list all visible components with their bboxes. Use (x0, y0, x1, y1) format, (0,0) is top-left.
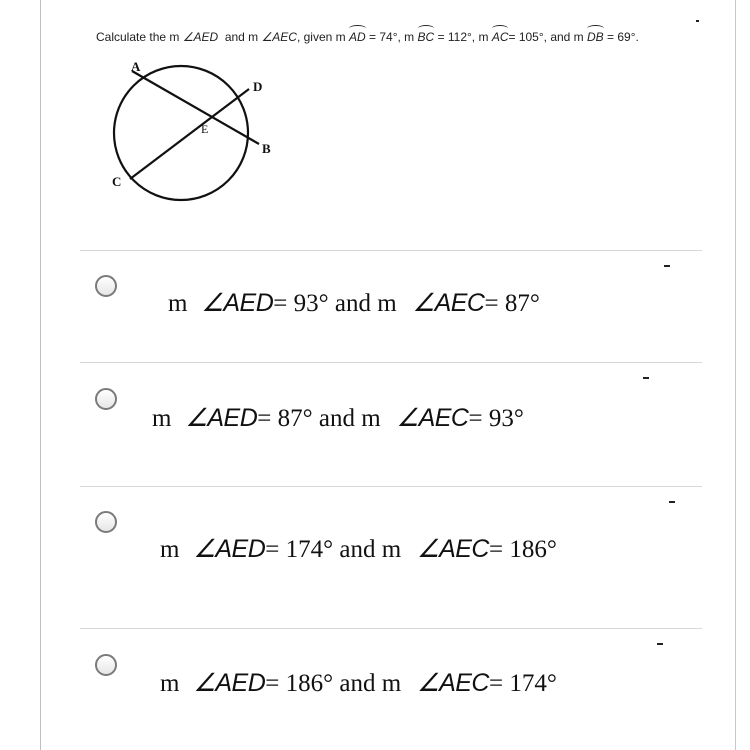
option-2-text[interactable] (152, 403, 524, 433)
option-1-text[interactable] (168, 288, 540, 318)
left-border (40, 0, 41, 750)
option-2-angle-aec: ∠AEC (396, 404, 469, 432)
option-2-m: m (152, 405, 172, 432)
right-border (735, 0, 736, 750)
option-4-radio[interactable] (95, 654, 117, 676)
option-4-value-2: = 174° (489, 670, 557, 697)
arc-ac-value: = 105°, and m (508, 30, 584, 44)
option-1-angle-aed: ∠AED (201, 289, 274, 317)
option-3-radio[interactable] (95, 511, 117, 533)
question-and-m: and m (224, 30, 259, 44)
stray-mark (657, 643, 663, 645)
question-angle-aec: ∠AEC (261, 30, 297, 44)
option-4-text[interactable] (160, 668, 557, 698)
label-d: D (253, 79, 263, 94)
divider-4 (80, 628, 702, 629)
label-a: A (131, 59, 141, 74)
option-3-value-1: = 174° and m (265, 536, 402, 563)
option-1-m: m (168, 290, 188, 317)
option-2-angle-aed: ∠AED (185, 404, 258, 432)
circle-diagram (100, 55, 290, 215)
divider-2 (80, 362, 702, 363)
arc-ac: AC (491, 30, 509, 44)
option-2-value-2: = 93° (468, 405, 524, 432)
stray-mark (664, 265, 670, 267)
circle (114, 66, 248, 200)
arc-db: DB (587, 30, 604, 44)
divider-1 (80, 250, 702, 251)
question-prefix: Calculate the m (96, 30, 180, 44)
option-4-value-1: = 186° and m (265, 670, 402, 697)
label-c: C (112, 174, 122, 189)
question-angle-aed: ∠AED (182, 30, 219, 44)
option-2-radio[interactable] (95, 388, 117, 410)
option-2-value-1: = 87° and m (257, 405, 381, 432)
stray-mark (643, 377, 649, 379)
label-b: B (262, 141, 271, 156)
option-3-angle-aec: ∠AEC (417, 535, 489, 563)
option-4-angle-aed: ∠AED (193, 669, 266, 697)
option-3-m: m (160, 536, 180, 563)
option-3-value-2: = 186° (489, 536, 557, 563)
label-e: E (201, 122, 209, 136)
arc-db-value: = 69°. (607, 30, 639, 44)
question-given: , given m (296, 30, 346, 44)
option-1-value-2: = 87° (484, 290, 540, 317)
stray-mark (696, 20, 699, 22)
arc-bc-value: = 112°, m (437, 30, 489, 44)
option-4-angle-aec: ∠AEC (417, 669, 489, 697)
option-4-m: m (160, 670, 180, 697)
divider-3 (80, 486, 702, 487)
arc-ad: AD (349, 30, 366, 44)
arc-ad-value: = 74°, m (369, 30, 415, 44)
option-1-value-1: = 93° and m (273, 290, 397, 317)
question-text (96, 28, 716, 44)
option-1-radio[interactable] (95, 275, 117, 297)
stray-mark (669, 501, 675, 503)
arc-bc: BC (417, 30, 435, 44)
option-3-text[interactable] (160, 534, 557, 564)
option-3-angle-aed: ∠AED (193, 535, 266, 563)
chord-ab (132, 71, 259, 144)
option-1-angle-aec: ∠AEC (412, 289, 485, 317)
chord-cd (130, 89, 249, 179)
